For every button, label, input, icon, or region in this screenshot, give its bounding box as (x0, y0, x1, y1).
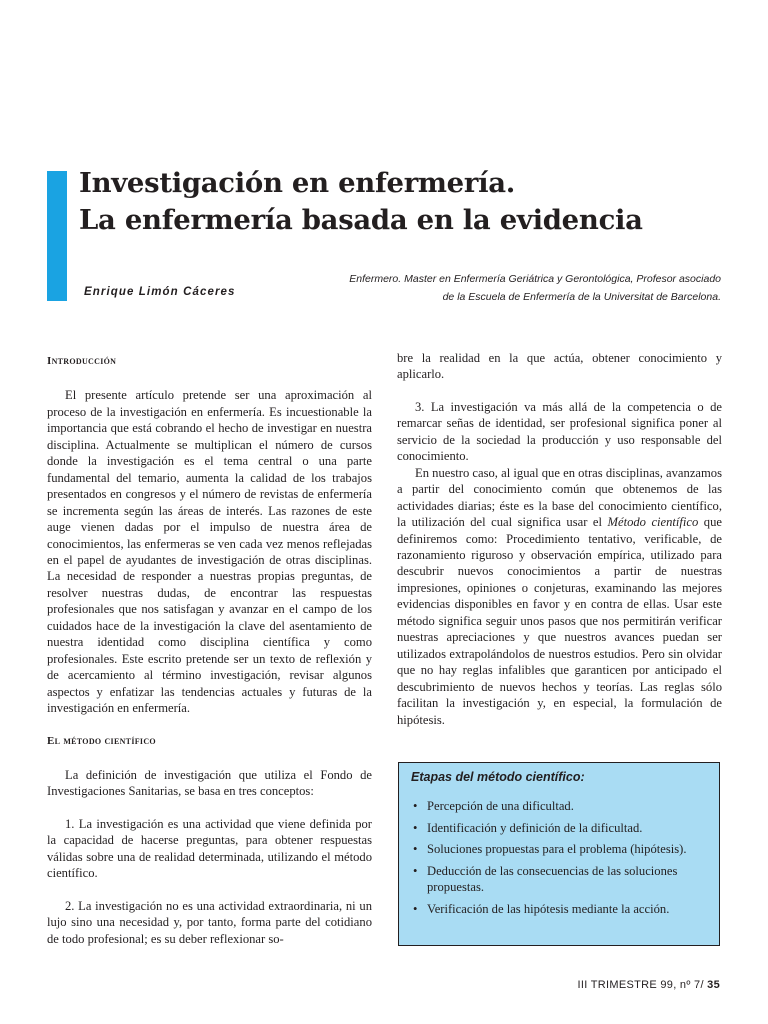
article-title-line-2: La enfermería basada en la evidencia (79, 204, 643, 236)
list-item-text: Percepción de una dificultad. (427, 799, 574, 813)
concept-point-2-continued: bre la realidad en la que actúa, obtener conocimiento y aplicarlo. (397, 351, 722, 382)
title-accent-bar (47, 171, 67, 301)
list-item-text: Identificación y definición de la dificultad. (427, 820, 643, 835)
method-stages-title: Etapas del método científico: (411, 770, 585, 784)
page-number: 35 (707, 979, 720, 991)
list-item-text: Soluciones propuestas para el problema (hipótesis). (427, 842, 687, 856)
issue-label: III TRIMESTRE 99, nº 7/ (577, 979, 708, 991)
method-stages-box (398, 762, 720, 946)
affiliation-line-2: de la Escuela de Enfermería de la Universitat de Barcelona. (442, 291, 721, 303)
list-item (411, 841, 707, 858)
method-heading: El método científico (47, 734, 156, 747)
author-affiliation (261, 270, 721, 306)
list-item-text: Verificación de las hipótesis mediante la acción. (427, 901, 670, 916)
method-definition-paragraph (397, 465, 722, 728)
method-term-italic: Método científico (607, 515, 699, 530)
affiliation-line-1: Enfermero. Master en Enfermería Geriátrica y Gerontológica, Profesor asociado (349, 273, 721, 285)
list-item (411, 863, 707, 896)
bullet-icon: • (413, 842, 418, 856)
page-footer (578, 979, 720, 991)
bullet-icon: • (413, 901, 418, 916)
list-item-text: Deducción de las consecuencias de las soluciones propuestas. (427, 863, 678, 894)
method-definition-text-end: que definiremos como: Procedimiento tentativo, verificable, de razonamiento riguroso y observación empírica, utilizado para descubrir nuevos conocimientos a partir de nuestras impresiones, opiniones o conjeturas, examinando las mejores evidencias disponibles en favor y en contra de ellas. Usar este método significa seguir unos pasos que nos permitirán verificar nuestras apreciaciones y que nuestros avances puedan ser utilizados extrapolándolos de nuestros estudios. Pero sin olvidar que no hay reglas infalibles que garanticen por anticipado el descubrimiento de nuevos hechos y teorías. Las reglas sólo facilitan la investigación y, en especial, la formulación de hipótesis. (397, 515, 722, 727)
right-column (397, 350, 722, 728)
method-paragraph: La definición de investigación que utiliza el Fondo de Investigaciones Sanitarias, se basa en tres conceptos: (47, 767, 372, 799)
bullet-icon: • (413, 799, 418, 813)
method-definition-text-start: En nuestro caso, al igual que en otras disciplinas, avanzamos a partir del conocimiento común que obtenemos de las actividades diarias; éste es la base del conocimiento científico, la utilización del cual significa usar el (397, 465, 722, 530)
method-stages-list (411, 798, 707, 917)
intro-paragraph: El presente artículo pretende ser una aproximación al proceso de la investigación en enfermería. Es incuestionable la importancia que está cobrando el hecho de investigar en nuestra disciplina. Actualmente se multiplican el número de cursos donde la investigación es el tema central o una parte fundamental del temario, aumenta la calidad de los trabajos presentados en congresos y el número de revistas de enfermería se incrementa según las áreas de interés. Las razones de este auge vienen dadas por el impulso de nuestra área de conocimientos, las enfermeras se ven cada vez menos reflejadas en el papel de ayudantes de investigación de otras disciplinas. La necesidad de responder a nuestras propias preguntas, de resolver nuestras dudas, de encontrar las respuestas profesionales que nos satisfagan y avanzar en el campo de los cuidados hace de la investigación la clave del asentamiento de nuestra identidad como disciplina científica y como profesionales. Este escrito pretende ser un texto de reflexión y de acercamiento al término investigación, revisar algunos aspectos y enfatizar las tendencias actuales y futuras de la investigación en enfermería. (47, 388, 372, 716)
concept-point-2: 2. La investigación no es una actividad extraordinaria, ni un lujo sino una necesidad y, por tanto, forma parte del cotidiano de todo profesional; es su deber reflexionar so- (47, 898, 372, 946)
article-title-line-1: Investigación en enfermería. (79, 167, 516, 199)
list-item (411, 901, 707, 918)
intro-heading: Introducción (47, 355, 117, 367)
list-item (411, 820, 707, 837)
concept-point-1: 1. La investigación es una actividad que viene definida por la capacidad de hacerse preguntas, para obtener respuestas válidas sobre una de realidad determinada, utilizando el método científico. (47, 816, 372, 881)
bullet-icon: • (413, 820, 418, 835)
list-item (411, 798, 707, 815)
article-title (79, 165, 739, 239)
left-column (47, 353, 372, 947)
author-name: Enrique Limón Cáceres (84, 286, 236, 298)
concept-point-3: 3. La investigación va más allá de la competencia o de remarcar señas de identidad, ser profesional significa poner al servicio de la sociedad la producción y uso responsable del conocimiento. (397, 399, 722, 464)
bullet-icon: • (413, 863, 418, 878)
